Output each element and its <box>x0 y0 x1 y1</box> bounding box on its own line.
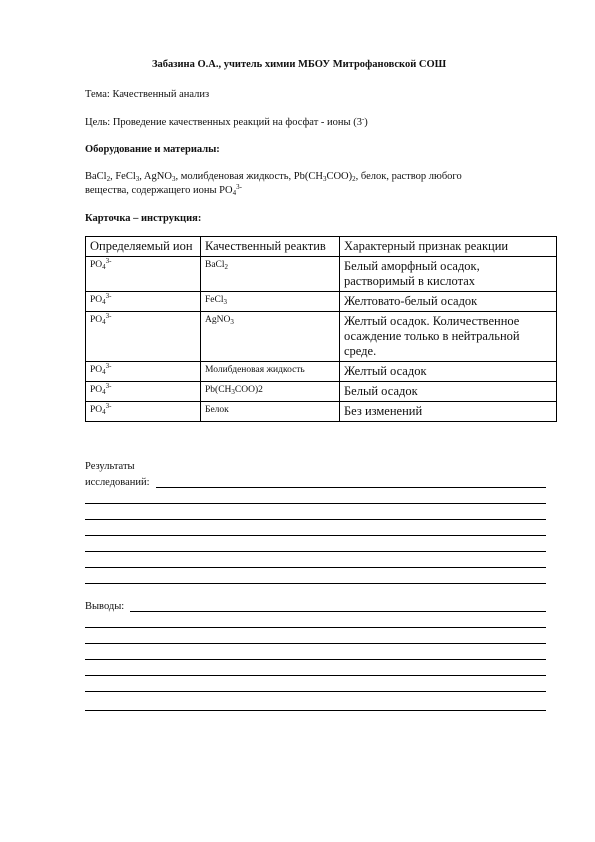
card-heading: Карточка – инструкция: <box>85 213 202 224</box>
eq-part: , белок, раствор любого <box>355 171 462 182</box>
results-answer-line[interactable] <box>85 583 546 584</box>
results-answer-line[interactable] <box>156 487 546 488</box>
eq-part: 4 <box>232 189 237 197</box>
sign-cell: Желтовато-белый осадок <box>340 292 557 312</box>
topic-label: Тема: <box>85 89 110 100</box>
reagent-cell: BaCl$_2$ <box>201 257 340 292</box>
reagent-cell: $Pb(CH_3COO)2$ <box>201 382 340 402</box>
conclusions-answer-line[interactable] <box>130 611 546 612</box>
eq-part: , AgNO <box>139 171 172 182</box>
topic-value: Качественный анализ <box>112 89 210 100</box>
table-row <box>86 382 557 402</box>
conclusions-answer-line[interactable] <box>85 659 546 660</box>
table-header-row <box>86 237 557 257</box>
results-label-2: исследований: <box>85 477 150 488</box>
header-ion: Определяемый ион <box>86 237 201 257</box>
goal-close: ) <box>364 117 368 128</box>
results-answer-line[interactable] <box>85 503 546 504</box>
eq-part: 3 <box>322 175 327 183</box>
goal-label: Цель: <box>85 117 111 128</box>
sign-cell: Белый осадок <box>340 382 557 402</box>
results-answer-line[interactable] <box>85 551 546 552</box>
eq-part: 3 <box>135 175 140 183</box>
eq-part: BaCl <box>85 171 107 182</box>
eq-part: 2 <box>352 175 356 183</box>
ion-cell: $PO_4^{3-}$ <box>86 292 201 312</box>
conclusions-answer-line[interactable] <box>85 643 546 644</box>
table-row <box>86 257 557 292</box>
reagent-cell: FeCl$_3$ <box>201 292 340 312</box>
results-label-1: Результаты <box>85 461 135 472</box>
conclusions-answer-line[interactable] <box>85 691 546 692</box>
sign-cell: Желтый осадок <box>340 362 557 382</box>
ion-cell: $PO_4^{3-}$ <box>86 382 201 402</box>
goal-line <box>85 116 368 129</box>
sign-cell: Желтый осадок. Количественное осаждение только в нейтральной среде. <box>340 312 557 362</box>
ion-cell: $PO_4^{3-}$ <box>86 362 201 382</box>
eq-part: COO) <box>326 171 353 182</box>
conclusions-answer-line[interactable] <box>85 710 546 711</box>
equipment-line-1 <box>85 170 462 183</box>
goal-charge: - <box>361 115 365 123</box>
reagent-cell: Молибденовая жидкость <box>201 362 340 382</box>
conclusions-answer-line[interactable] <box>85 627 546 628</box>
eq-part: , молибденовая жидкость, Pb(CH <box>175 171 323 182</box>
eq-part: вещества, содержащего ионы PO <box>85 185 233 196</box>
conclusions-label: Выводы: <box>85 601 125 612</box>
header-sign: Характерный признак реакции <box>340 237 557 257</box>
ion-cell: $PO_4^{3-}$ <box>86 402 201 422</box>
equipment-line-2 <box>85 184 242 197</box>
header-reagent: Качественный реактив <box>201 237 340 257</box>
sign-cell: Без изменений <box>340 402 557 422</box>
conclusions-answer-line[interactable] <box>85 675 546 676</box>
ion-cell: $PO_4^{3-}$ <box>86 312 201 362</box>
results-answer-line[interactable] <box>85 567 546 568</box>
table-row <box>86 362 557 382</box>
table-row <box>86 312 557 362</box>
reagent-cell: Белок <box>201 402 340 422</box>
equipment-heading: Оборудование и материалы: <box>85 144 220 155</box>
eq-part: 3- <box>236 183 242 191</box>
table-row <box>86 292 557 312</box>
results-answer-line[interactable] <box>85 519 546 520</box>
eq-part: 2 <box>106 175 111 183</box>
instruction-table <box>85 236 557 422</box>
results-answer-line[interactable] <box>85 535 546 536</box>
eq-part: 3 <box>171 175 176 183</box>
author-header: Забазина О.А., учитель химии МБОУ Митрофановской СОШ <box>152 59 447 70</box>
ion-cell: $PO_4^{3-}$ <box>86 257 201 292</box>
topic-line <box>85 88 209 101</box>
eq-part: , FeCl <box>110 171 136 182</box>
sign-cell: Белый аморфный осадок, растворимый в кислотах <box>340 257 557 292</box>
table-row <box>86 402 557 422</box>
goal-value: Проведение качественных реакций на фосфат - ионы (3 <box>112 117 362 128</box>
reagent-cell: AgNO$_3$ <box>201 312 340 362</box>
